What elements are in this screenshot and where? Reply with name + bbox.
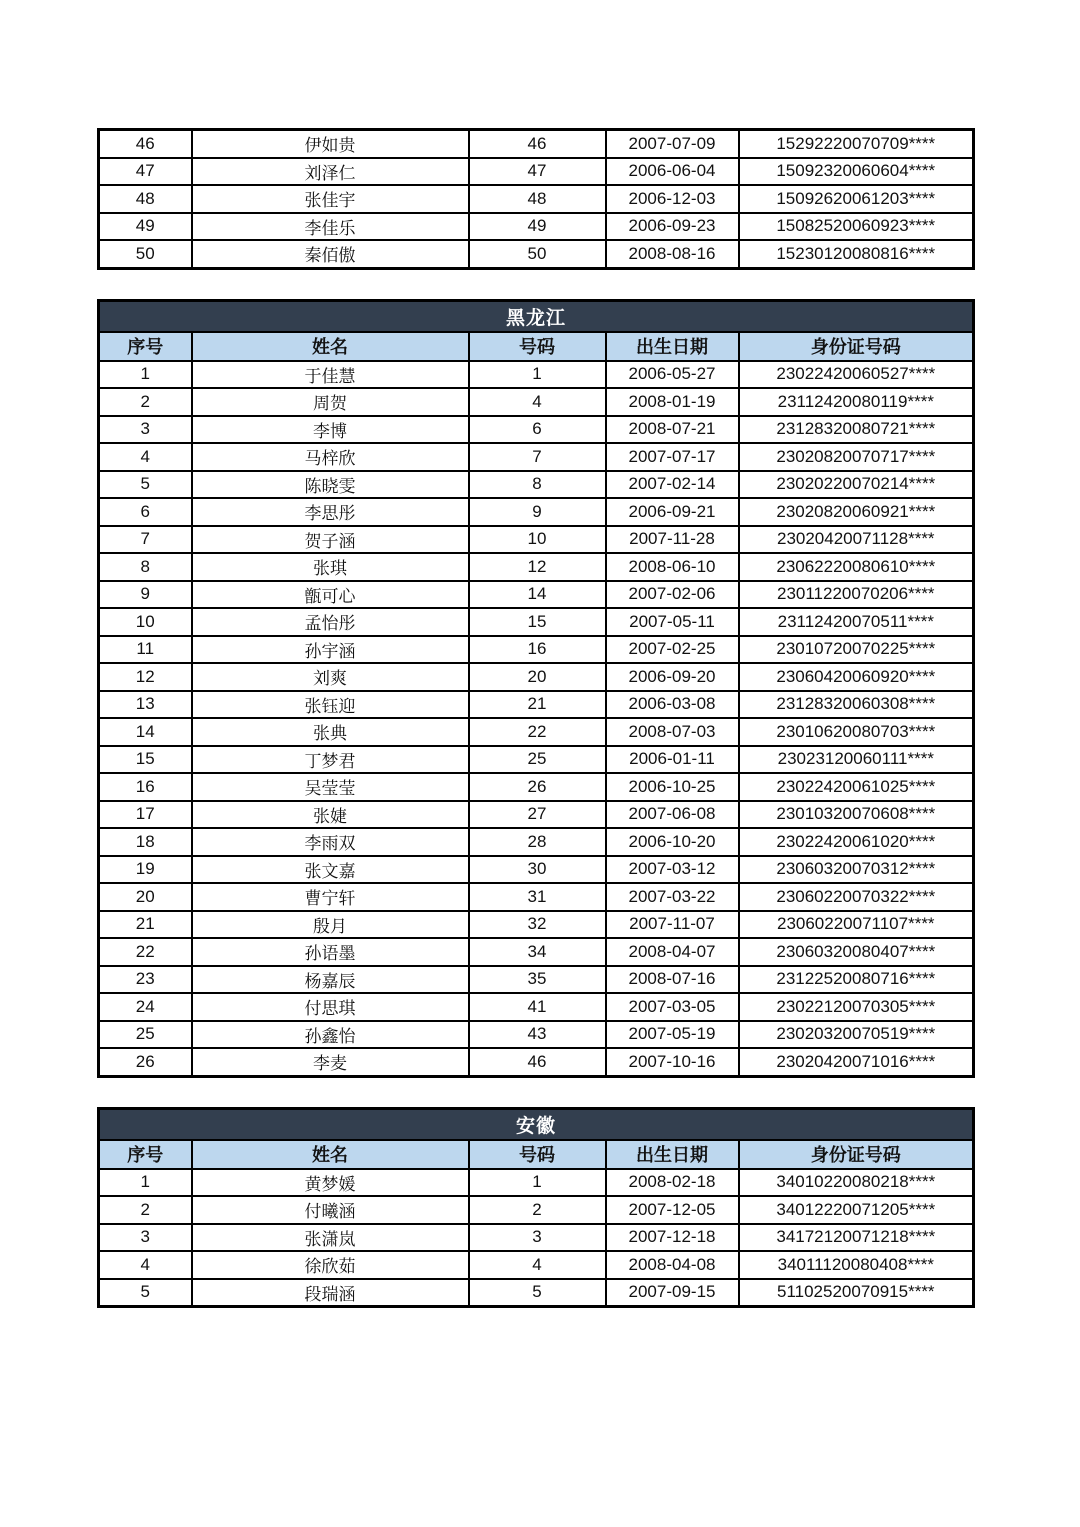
cell-number: 46 [469,130,606,158]
table-row [99,130,974,158]
cell-id_number: 23022420060527**** [739,361,974,389]
roster-table-heilongjiang [97,299,975,1078]
cell-birthdate: 2007-09-15 [606,1279,739,1307]
cell-seq: 15 [99,746,192,774]
cell-name: 李佳乐 [192,213,469,241]
column-header-id_number: 身份证号码 [739,332,974,361]
table-row [99,213,974,241]
cell-number: 6 [469,416,606,444]
table-row [99,828,974,856]
table-row [99,1224,974,1252]
cell-seq: 5 [99,1279,192,1307]
cell-number: 34 [469,938,606,966]
cell-seq: 22 [99,938,192,966]
cell-name: 吴莹莹 [192,773,469,801]
cell-number: 7 [469,443,606,471]
cell-number: 12 [469,553,606,581]
cell-seq: 20 [99,883,192,911]
cell-name: 张潇岚 [192,1224,469,1252]
cell-name: 张佳宇 [192,185,469,213]
cell-seq: 23 [99,966,192,994]
cell-birthdate: 2008-02-18 [606,1169,739,1197]
cell-name: 于佳慧 [192,361,469,389]
cell-id_number: 34012220071205**** [739,1196,974,1224]
cell-seq: 47 [99,158,192,186]
cell-number: 21 [469,691,606,719]
section-title: 安徽 [99,1108,974,1140]
cell-number: 8 [469,471,606,499]
cell-id_number: 23022420061025**** [739,773,974,801]
cell-name: 周贺 [192,388,469,416]
cell-name: 李思彤 [192,498,469,526]
cell-seq: 3 [99,1224,192,1252]
cell-name: 付曦涵 [192,1196,469,1224]
cell-name: 刘爽 [192,663,469,691]
cell-id_number: 23020820060921**** [739,498,974,526]
cell-birthdate: 2008-07-03 [606,718,739,746]
cell-id_number: 23020320070519**** [739,1021,974,1049]
cell-birthdate: 2006-05-27 [606,361,739,389]
table-row [99,1196,974,1224]
cell-birthdate: 2007-07-09 [606,130,739,158]
cell-seq: 1 [99,361,192,389]
cell-birthdate: 2006-09-20 [606,663,739,691]
cell-name: 张婕 [192,801,469,829]
cell-birthdate: 2007-11-07 [606,911,739,939]
cell-name: 张文嘉 [192,856,469,884]
table-row [99,718,974,746]
cell-seq: 7 [99,526,192,554]
cell-id_number: 23020420071128**** [739,526,974,554]
cell-birthdate: 2006-10-25 [606,773,739,801]
column-header-birthdate: 出生日期 [606,332,739,361]
table-row [99,581,974,609]
cell-seq: 10 [99,608,192,636]
cell-id_number: 34010220080218**** [739,1169,974,1197]
roster-table-anhui [97,1107,975,1309]
table-row [99,883,974,911]
cell-birthdate: 2007-12-05 [606,1196,739,1224]
cell-number: 3 [469,1224,606,1252]
cell-number: 1 [469,1169,606,1197]
cell-id_number: 23112420070511**** [739,608,974,636]
cell-birthdate: 2008-07-21 [606,416,739,444]
table-row [99,240,974,268]
cell-birthdate: 2007-11-28 [606,526,739,554]
section-title: 黑龙江 [99,300,974,332]
table-row [99,691,974,719]
table-row [99,1279,974,1307]
cell-id_number: 23023120060111**** [739,746,974,774]
table-row [99,993,974,1021]
cell-number: 41 [469,993,606,1021]
cell-name: 张典 [192,718,469,746]
cell-id_number: 23062220080610**** [739,553,974,581]
cell-number: 2 [469,1196,606,1224]
table-row [99,361,974,389]
cell-name: 孟怡彤 [192,608,469,636]
table-row [99,185,974,213]
cell-id_number: 23020220070214**** [739,471,974,499]
cell-seq: 24 [99,993,192,1021]
cell-birthdate: 2007-10-16 [606,1048,739,1076]
cell-seq: 21 [99,911,192,939]
column-header-birthdate: 出生日期 [606,1140,739,1169]
cell-birthdate: 2007-02-06 [606,581,739,609]
column-header-name: 姓名 [192,332,469,361]
column-header-row [99,1140,974,1169]
cell-seq: 17 [99,801,192,829]
cell-number: 1 [469,361,606,389]
cell-birthdate: 2008-06-10 [606,553,739,581]
cell-number: 31 [469,883,606,911]
cell-name: 丁梦君 [192,746,469,774]
table-row [99,856,974,884]
roster-table-continuation [97,128,975,270]
cell-number: 4 [469,1251,606,1279]
cell-seq: 49 [99,213,192,241]
cell-seq: 13 [99,691,192,719]
cell-name: 孙鑫怡 [192,1021,469,1049]
cell-seq: 50 [99,240,192,268]
cell-id_number: 23060420060920**** [739,663,974,691]
cell-name: 杨嘉辰 [192,966,469,994]
table-row [99,1169,974,1197]
column-header-number: 号码 [469,332,606,361]
cell-name: 李雨双 [192,828,469,856]
cell-birthdate: 2006-01-11 [606,746,739,774]
cell-id_number: 23122520080716**** [739,966,974,994]
cell-birthdate: 2007-03-22 [606,883,739,911]
cell-number: 9 [469,498,606,526]
cell-name: 孙宇涵 [192,636,469,664]
cell-seq: 25 [99,1021,192,1049]
table-row [99,1251,974,1279]
table-row [99,1021,974,1049]
cell-seq: 26 [99,1048,192,1076]
cell-name: 陈晓雯 [192,471,469,499]
cell-seq: 4 [99,443,192,471]
cell-seq: 3 [99,416,192,444]
cell-number: 46 [469,1048,606,1076]
cell-name: 曹宁轩 [192,883,469,911]
cell-seq: 2 [99,1196,192,1224]
cell-number: 27 [469,801,606,829]
cell-birthdate: 2006-10-20 [606,828,739,856]
cell-id_number: 23060220071107**** [739,911,974,939]
column-header-id_number: 身份证号码 [739,1140,974,1169]
cell-id_number: 34011120080408**** [739,1251,974,1279]
cell-birthdate: 2007-05-11 [606,608,739,636]
cell-seq: 18 [99,828,192,856]
cell-name: 张钰迎 [192,691,469,719]
table-row [99,388,974,416]
cell-number: 25 [469,746,606,774]
table-row [99,911,974,939]
cell-number: 4 [469,388,606,416]
cell-name: 伊如贵 [192,130,469,158]
cell-id_number: 23010720070225**** [739,636,974,664]
cell-name: 徐欣茹 [192,1251,469,1279]
cell-number: 10 [469,526,606,554]
cell-number: 32 [469,911,606,939]
cell-birthdate: 2008-04-07 [606,938,739,966]
cell-seq: 2 [99,388,192,416]
cell-birthdate: 2006-03-08 [606,691,739,719]
cell-id_number: 23060220070322**** [739,883,974,911]
cell-id_number: 51102520070915**** [739,1279,974,1307]
cell-birthdate: 2007-02-14 [606,471,739,499]
cell-id_number: 23060320080407**** [739,938,974,966]
cell-birthdate: 2007-02-25 [606,636,739,664]
cell-number: 16 [469,636,606,664]
cell-name: 付思琪 [192,993,469,1021]
cell-birthdate: 2006-09-21 [606,498,739,526]
cell-seq: 6 [99,498,192,526]
cell-number: 14 [469,581,606,609]
table-row [99,1048,974,1076]
cell-id_number: 23128320080721**** [739,416,974,444]
cell-id_number: 15292220070709**** [739,130,974,158]
table-row [99,663,974,691]
cell-name: 张琪 [192,553,469,581]
column-header-seq: 序号 [99,1140,192,1169]
cell-id_number: 15082520060923**** [739,213,974,241]
cell-name: 李麦 [192,1048,469,1076]
cell-number: 50 [469,240,606,268]
table-row [99,801,974,829]
cell-id_number: 23020820070717**** [739,443,974,471]
cell-seq: 46 [99,130,192,158]
cell-seq: 16 [99,773,192,801]
cell-id_number: 15092620061203**** [739,185,974,213]
cell-name: 段瑞涵 [192,1279,469,1307]
cell-name: 甑可心 [192,581,469,609]
cell-number: 15 [469,608,606,636]
cell-seq: 12 [99,663,192,691]
column-header-number: 号码 [469,1140,606,1169]
cell-seq: 5 [99,471,192,499]
cell-seq: 1 [99,1169,192,1197]
cell-id_number: 23010320070608**** [739,801,974,829]
column-header-row [99,332,974,361]
cell-seq: 9 [99,581,192,609]
cell-name: 李博 [192,416,469,444]
cell-birthdate: 2008-08-16 [606,240,739,268]
cell-number: 26 [469,773,606,801]
cell-id_number: 23010620080703**** [739,718,974,746]
table-row [99,416,974,444]
cell-birthdate: 2006-06-04 [606,158,739,186]
table-row [99,608,974,636]
cell-birthdate: 2007-12-18 [606,1224,739,1252]
column-header-name: 姓名 [192,1140,469,1169]
cell-number: 20 [469,663,606,691]
cell-id_number: 23060320070312**** [739,856,974,884]
cell-birthdate: 2007-03-05 [606,993,739,1021]
table-row [99,471,974,499]
table-row [99,553,974,581]
cell-birthdate: 2007-03-12 [606,856,739,884]
cell-name: 马梓欣 [192,443,469,471]
cell-seq: 4 [99,1251,192,1279]
cell-name: 黄梦媛 [192,1169,469,1197]
cell-id_number: 15230120080816**** [739,240,974,268]
cell-number: 49 [469,213,606,241]
cell-birthdate: 2007-07-17 [606,443,739,471]
cell-birthdate: 2006-12-03 [606,185,739,213]
cell-id_number: 23020420071016**** [739,1048,974,1076]
cell-number: 43 [469,1021,606,1049]
cell-id_number: 23011220070206**** [739,581,974,609]
cell-birthdate: 2007-05-19 [606,1021,739,1049]
table-row [99,443,974,471]
cell-birthdate: 2007-06-08 [606,801,739,829]
table-row [99,158,974,186]
cell-name: 孙语墨 [192,938,469,966]
cell-id_number: 23128320060308**** [739,691,974,719]
table-row [99,498,974,526]
cell-name: 殷月 [192,911,469,939]
cell-number: 30 [469,856,606,884]
cell-seq: 19 [99,856,192,884]
cell-name: 刘泽仁 [192,158,469,186]
column-header-seq: 序号 [99,332,192,361]
cell-seq: 8 [99,553,192,581]
cell-birthdate: 2008-01-19 [606,388,739,416]
cell-seq: 48 [99,185,192,213]
cell-number: 5 [469,1279,606,1307]
table-row [99,966,974,994]
table-row [99,526,974,554]
cell-birthdate: 2008-07-16 [606,966,739,994]
cell-id_number: 15092320060604**** [739,158,974,186]
cell-name: 秦佰傲 [192,240,469,268]
section-title-row-heilongjiang [99,300,974,332]
table-row [99,746,974,774]
cell-birthdate: 2008-04-08 [606,1251,739,1279]
cell-id_number: 23022420061020**** [739,828,974,856]
section-title-row-anhui [99,1108,974,1140]
cell-id_number: 23112420080119**** [739,388,974,416]
table-row [99,636,974,664]
cell-birthdate: 2006-09-23 [606,213,739,241]
cell-seq: 11 [99,636,192,664]
cell-number: 28 [469,828,606,856]
cell-id_number: 23022120070305**** [739,993,974,1021]
cell-id_number: 34172120071218**** [739,1224,974,1252]
cell-seq: 14 [99,718,192,746]
table-row [99,773,974,801]
cell-number: 22 [469,718,606,746]
cell-number: 47 [469,158,606,186]
cell-number: 35 [469,966,606,994]
cell-number: 48 [469,185,606,213]
roster-tables-container [97,128,972,1308]
table-row [99,938,974,966]
cell-name: 贺子涵 [192,526,469,554]
